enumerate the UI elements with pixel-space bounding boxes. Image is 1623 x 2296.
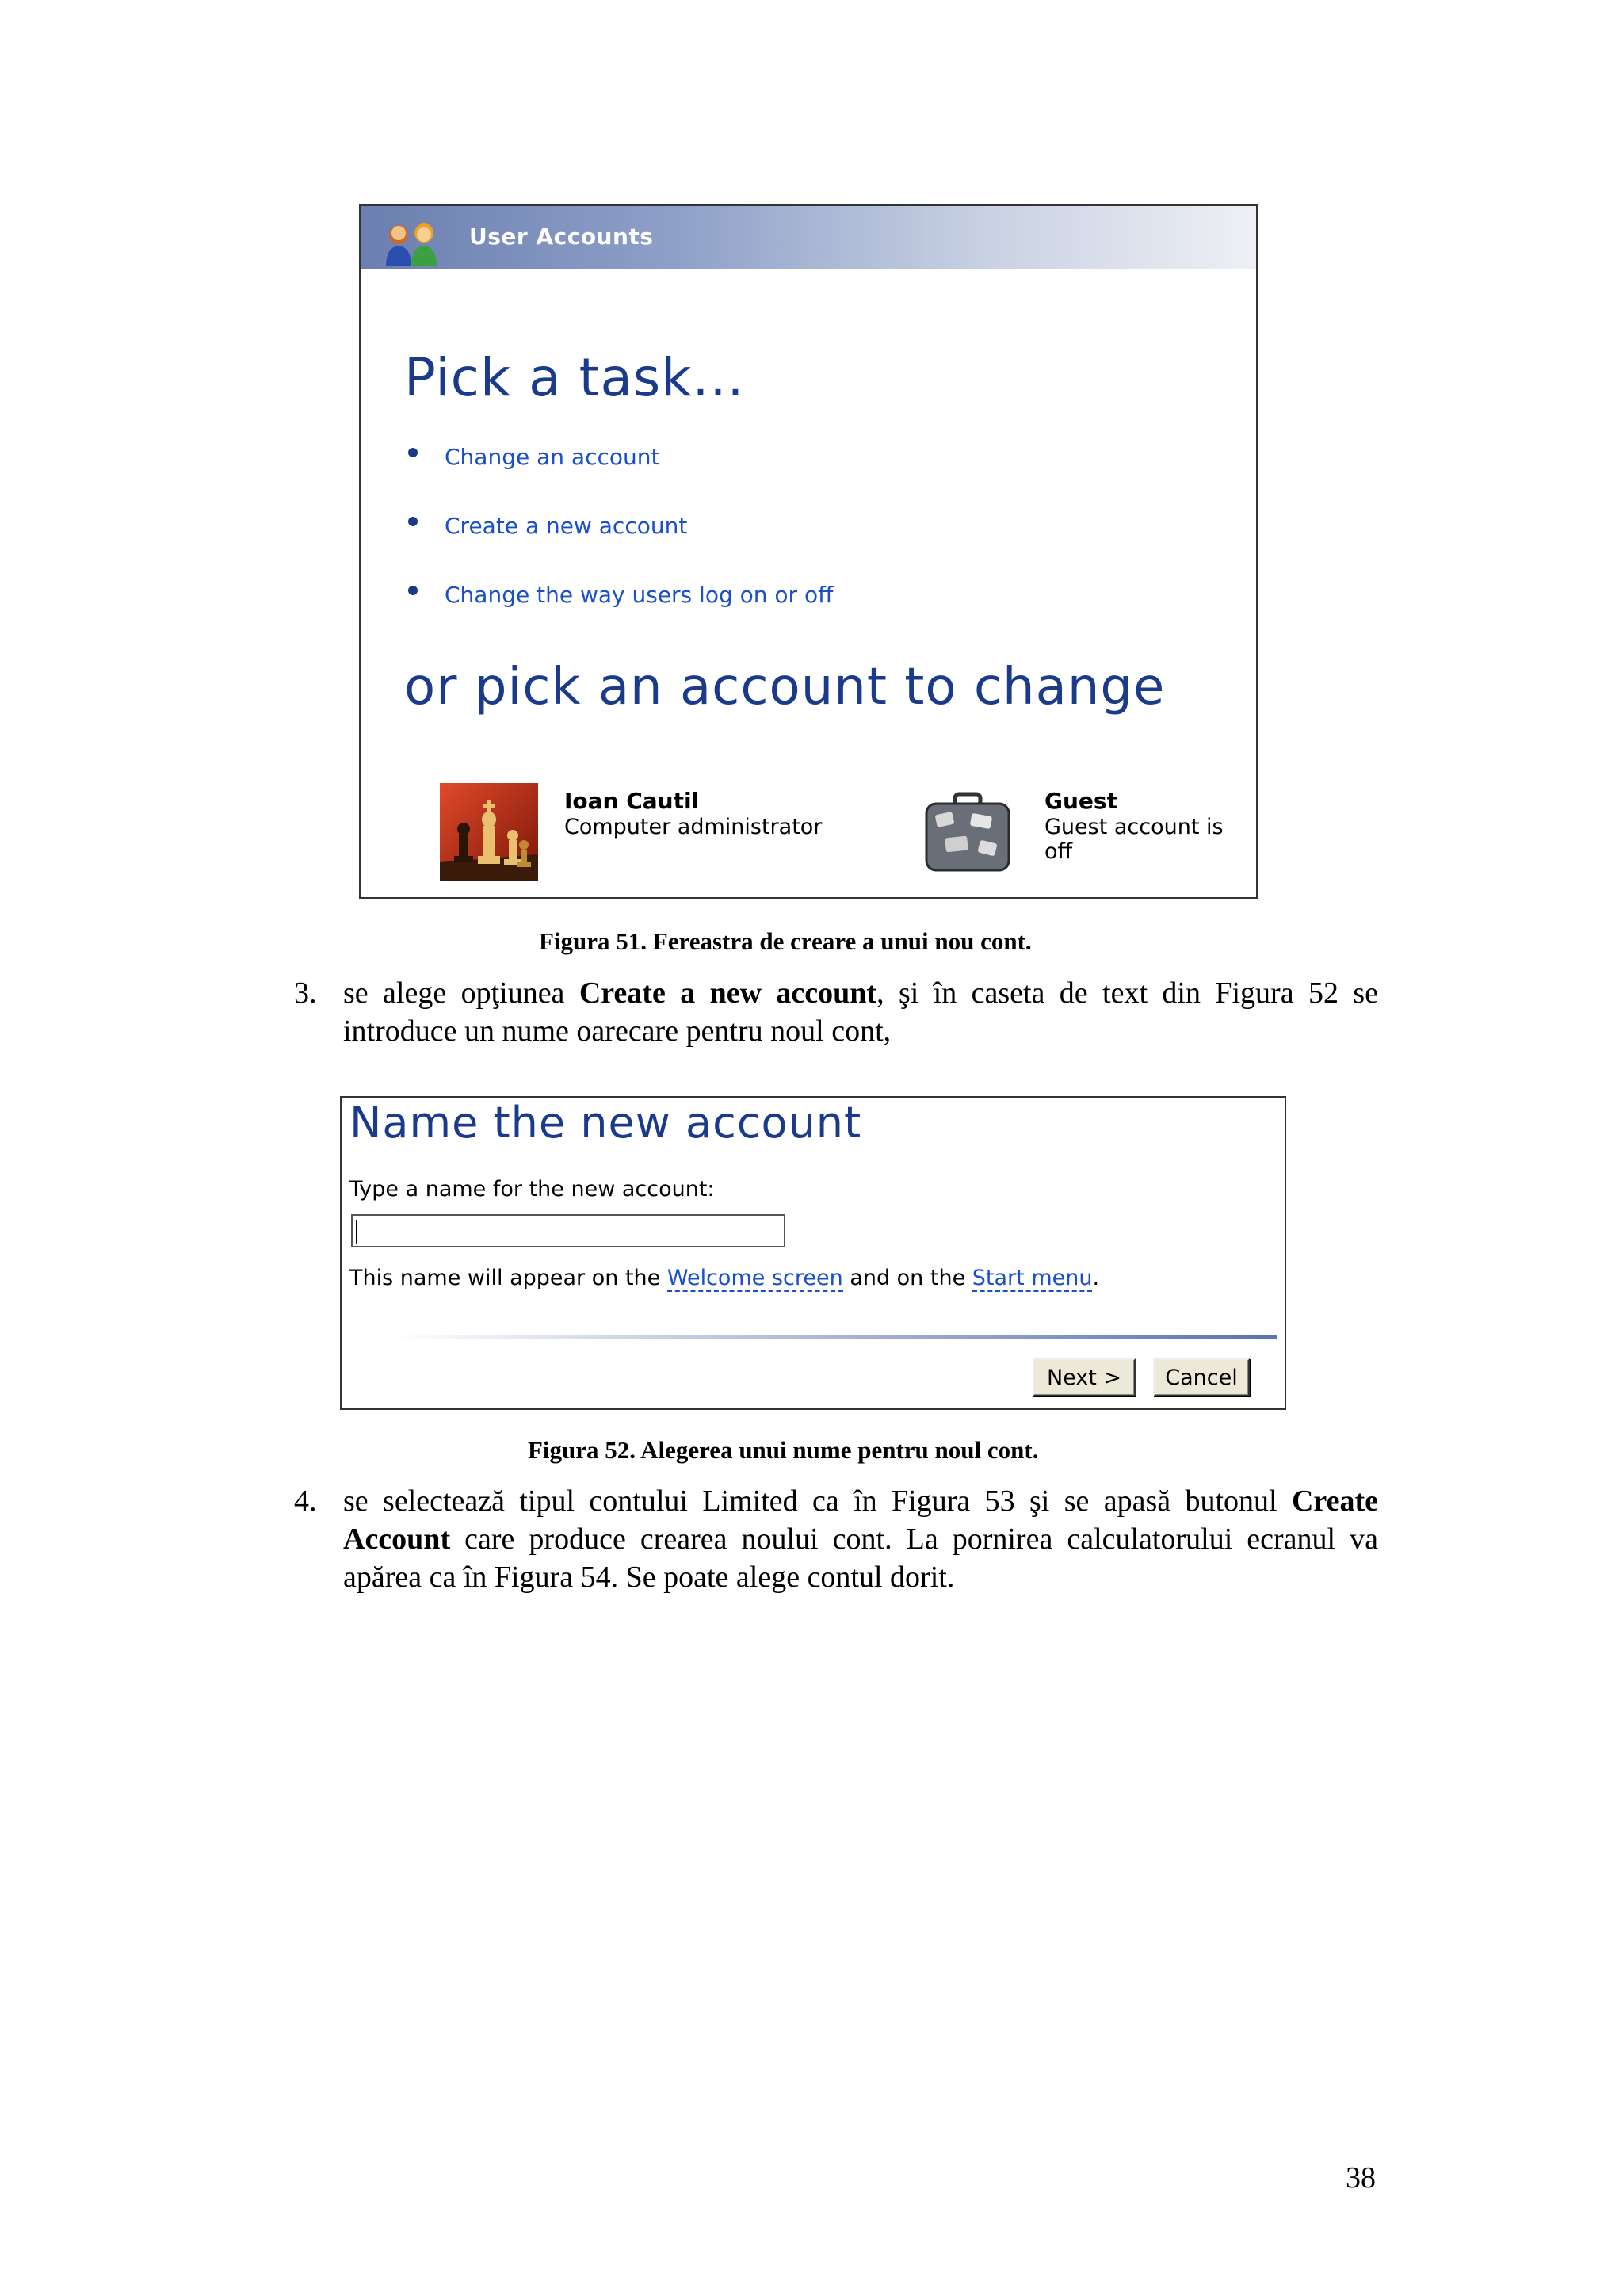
name-hint: This name will appear on the Welcome screen and on the Start menu. — [349, 1266, 1100, 1290]
next-button[interactable]: Next > — [1033, 1358, 1136, 1396]
account-name-label: Type a name for the new account: — [349, 1177, 715, 1201]
guest-account-name[interactable]: Guest — [1044, 788, 1117, 814]
welcome-screen-link[interactable]: Welcome screen — [666, 1266, 843, 1290]
separator — [389, 1335, 1277, 1339]
task-label: Create a new account — [445, 513, 688, 539]
figure51-caption: Figura 51. Fereastra de creare a unui nou cont. — [539, 927, 1032, 955]
step3-text: se alege opţiunea Create a new account, şi în caseta de text din Figura 52 se introduce un nume oarecare pentru noul cont, — [343, 976, 1378, 1048]
text-caret — [356, 1220, 357, 1244]
user-accounts-icon — [381, 220, 445, 268]
figure52-caption: Figura 52. Alegerea unui nume pentru noul cont. — [528, 1436, 1039, 1464]
start-menu-link[interactable]: Start menu — [972, 1266, 1093, 1290]
task-label: Change an account — [445, 444, 660, 470]
window-titlebar — [361, 206, 1256, 269]
chess-pieces-avatar-icon[interactable] — [440, 783, 538, 881]
bullet-icon — [408, 586, 418, 595]
suitcase-avatar-icon[interactable] — [923, 791, 1012, 873]
user-accounts-window — [359, 204, 1258, 899]
pick-account-heading: or pick an account to change — [404, 658, 1166, 716]
page-number: 38 — [1346, 2161, 1376, 2195]
name-account-dialog — [340, 1096, 1286, 1410]
bullet-icon — [408, 517, 418, 526]
task-create-new-account[interactable] — [408, 513, 687, 539]
task-label: Change the way users log on or off — [445, 582, 834, 608]
task-change-logon[interactable] — [408, 582, 833, 608]
window-title: User Accounts — [469, 223, 654, 250]
pick-a-task-heading: Pick a task... — [404, 347, 745, 408]
bullet-icon — [408, 448, 418, 457]
step4-text: se selectează tipul contului Limited ca în Figura 53 şi se apasă butonul Create Account care produce crearea noului cont. La pornirea calculatorului ecranul va apărea ca în Figura 54. Se poate alege contul dorit. — [343, 1484, 1378, 1594]
cancel-button[interactable]: Cancel — [1153, 1358, 1250, 1396]
step-number: 3. — [294, 976, 317, 1010]
guest-account-status: Guest account is off — [1044, 815, 1224, 864]
account-name-input[interactable] — [351, 1214, 785, 1247]
step-number: 4. — [294, 1484, 317, 1518]
name-account-heading: Name the new account — [349, 1098, 862, 1148]
task-change-account[interactable] — [408, 444, 659, 470]
account-name[interactable]: Ioan Cautil — [564, 788, 700, 814]
account-type: Computer administrator — [564, 815, 823, 839]
